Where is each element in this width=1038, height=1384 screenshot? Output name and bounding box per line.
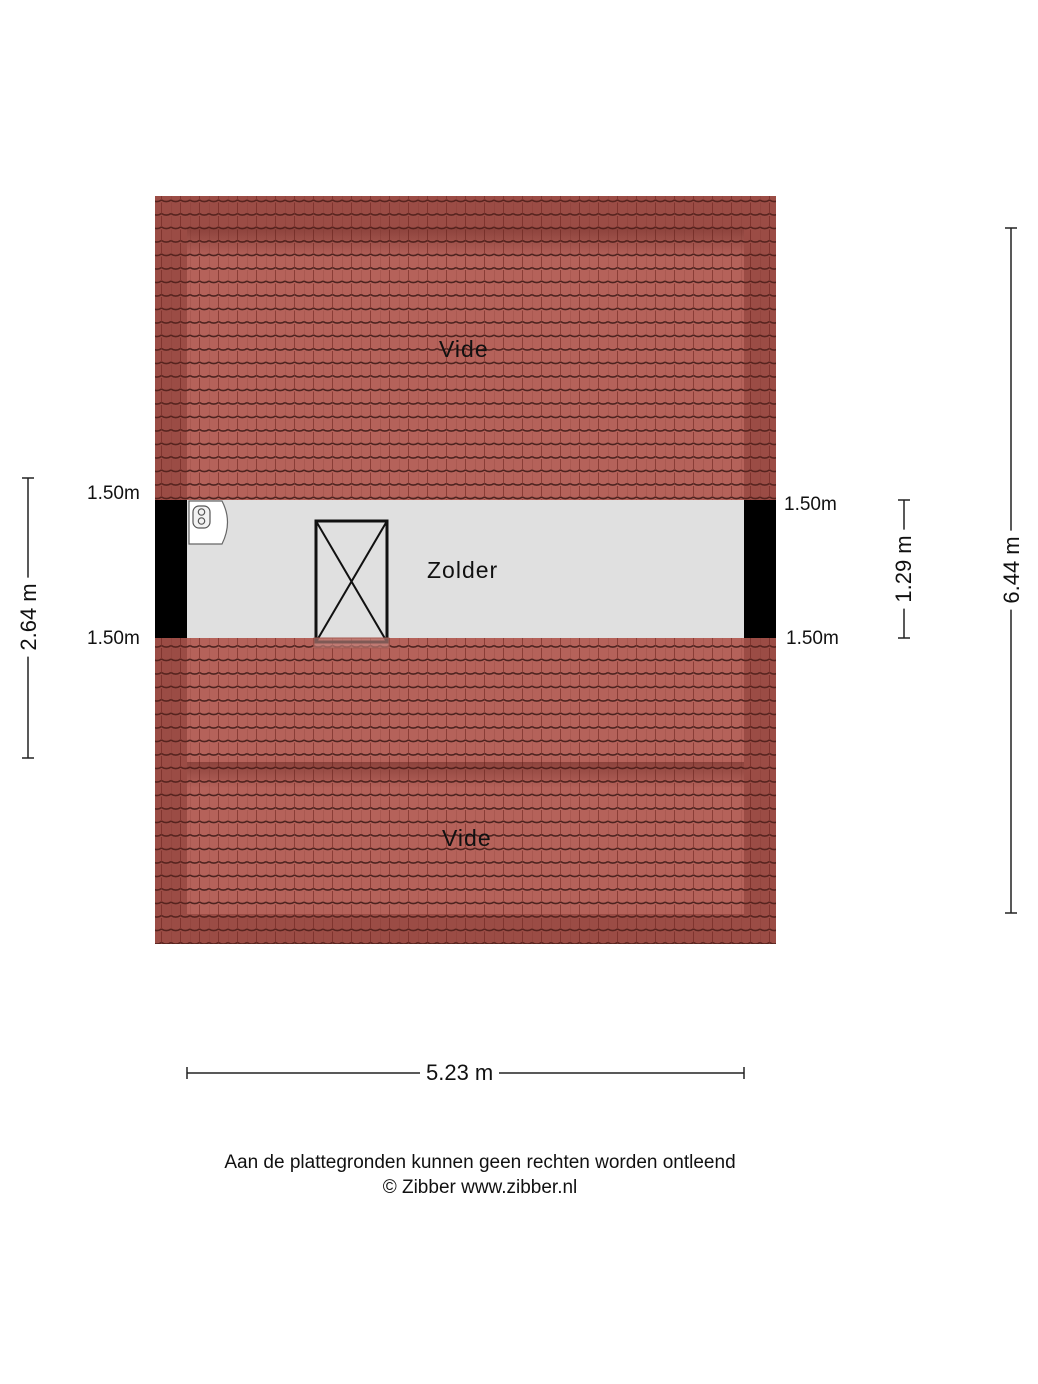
vide-bottom-shade xyxy=(187,762,744,788)
wall-right xyxy=(744,500,776,638)
height-label-left-bottom: 1.50m xyxy=(87,628,140,649)
height-label-left-top: 1.50m xyxy=(87,483,140,504)
dimension-attic-depth-label: 2.64 m xyxy=(16,577,42,656)
wall-left xyxy=(155,500,187,638)
vide-top-shade xyxy=(187,228,744,258)
room-label-vide-top: Vide xyxy=(439,336,489,362)
dimension-total-depth-label: 6.44 m xyxy=(999,530,1025,609)
boiler-icon xyxy=(189,501,228,544)
height-label-right-bottom: 1.50m xyxy=(786,628,839,649)
dimension-width-label: 5.23 m xyxy=(420,1060,499,1086)
height-label-right-top: 1.50m xyxy=(784,494,837,515)
room-label-vide-bottom: Vide xyxy=(442,825,492,851)
dimension-room-depth-label: 1.29 m xyxy=(891,529,917,608)
upper-slope-panel xyxy=(187,472,744,500)
lower-slope-panel xyxy=(187,638,744,762)
copyright-text: © Zibber www.zibber.nl xyxy=(382,1177,578,1198)
disclaimer-text: Aan de plattegronden kunnen geen rechten worden ontleend xyxy=(224,1152,736,1173)
room-label-zolder: Zolder xyxy=(427,557,499,583)
